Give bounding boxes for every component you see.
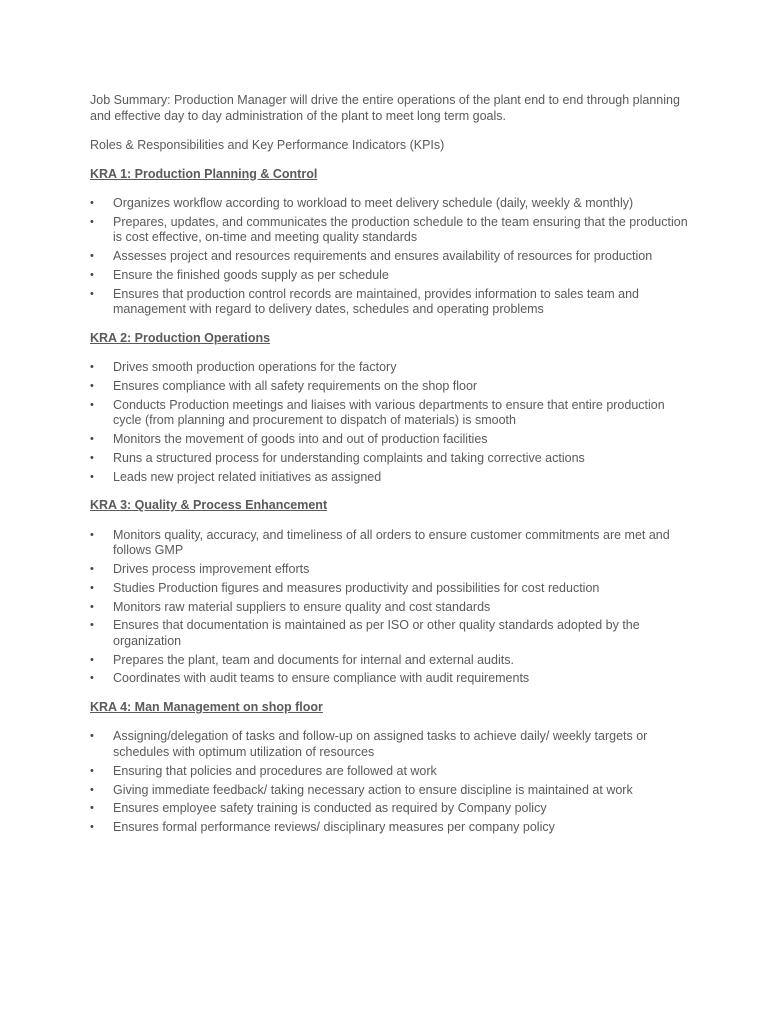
bullet-icon: • (90, 562, 94, 575)
list-item-text: Ensuring that policies and procedures are followed at work (113, 763, 437, 778)
kra-section-4 (90, 700, 690, 836)
bullet-icon: • (90, 470, 94, 483)
bullet-icon: • (90, 250, 94, 263)
list-item-text: Ensures compliance with all safety requirements on the shop floor (113, 378, 478, 393)
list-item (90, 671, 690, 687)
bullet-icon: • (90, 821, 94, 834)
kra-bullet-list (90, 196, 690, 318)
bullet-icon: • (90, 379, 94, 392)
list-item-text: Assesses project and resources requirements and ensures availability of resources for production (113, 249, 653, 264)
kra-heading: KRA 2: Production Operations (90, 330, 271, 345)
list-item-text: Ensures that production control records are maintained, provides information to sales team and management with regard to delivery dates, schedules and operating problems (113, 286, 639, 317)
bullet-icon: • (90, 528, 94, 541)
list-item (90, 379, 690, 395)
list-item (90, 215, 690, 246)
document-page (90, 93, 690, 849)
list-item (90, 820, 690, 836)
bullet-icon: • (90, 672, 94, 685)
list-item-text: Drives process improvement efforts (113, 561, 310, 576)
list-item (90, 562, 690, 578)
bullet-icon: • (90, 433, 94, 446)
list-item-text: Prepares, updates, and communicates the production schedule to the team ensuring that the production is cost effective, on-time and meeting quality standards (113, 214, 688, 245)
job-summary: Job Summary: Production Manager will drive the entire operations of the plant end to end through planning and effective day to day administration of the plant to meet long term goals. (90, 93, 680, 123)
list-item-text: Ensure the finished goods supply as per schedule (113, 267, 389, 282)
bullet-icon: • (90, 398, 94, 411)
list-item-text: Assigning/delegation of tasks and follow-up on assigned tasks to achieve daily/ weekly targets or schedules with optimum utilization of resources (113, 729, 648, 759)
list-item (90, 451, 690, 467)
bullet-icon: • (90, 619, 94, 632)
list-item (90, 196, 690, 212)
bullet-icon: • (90, 653, 94, 666)
bullet-icon: • (90, 197, 94, 209)
list-item (90, 801, 690, 817)
list-item (90, 729, 690, 760)
list-item (90, 764, 690, 780)
list-item (90, 600, 690, 616)
kra-heading: KRA 4: Man Management on shop floor (90, 699, 323, 714)
list-item-text: Organizes workflow according to workload to meet delivery schedule (daily, weekly & monthly) (113, 196, 634, 210)
bullet-icon: • (90, 783, 94, 796)
bullet-icon: • (90, 361, 94, 374)
bullet-icon: • (90, 764, 94, 777)
kra-section-3 (90, 498, 690, 687)
list-item (90, 618, 690, 649)
list-item (90, 470, 690, 486)
list-item-text: Leads new project related initiatives as assigned (113, 469, 382, 484)
list-item-text: Monitors raw material suppliers to ensure quality and cost standards (113, 599, 491, 614)
list-item-text: Runs a structured process for understanding complaints and taking corrective actions (113, 450, 585, 465)
list-item-text: Ensures that documentation is maintained as per ISO or other quality standards adopted by the organization (113, 618, 640, 648)
list-item-text: Monitors the movement of goods into and out of production facilities (113, 432, 488, 447)
kra-bullet-list (90, 528, 690, 687)
kra-section-1 (90, 167, 690, 318)
list-item-text: Coordinates with audit teams to ensure compliance with audit requirements (113, 671, 530, 686)
list-item-text: Monitors quality, accuracy, and timeliness of all orders to ensure customer commitments are met and follows GMP (113, 527, 670, 558)
kra-bullet-list (90, 729, 690, 835)
list-item (90, 249, 690, 265)
list-item-text: Ensures formal performance reviews/ disciplinary measures per company policy (113, 820, 555, 835)
list-item (90, 653, 690, 669)
bullet-icon: • (90, 730, 94, 743)
bullet-icon: • (90, 268, 94, 281)
bullet-icon: • (90, 215, 94, 228)
roles-heading: Roles & Responsibilities and Key Performance Indicators (KPIs) (90, 138, 445, 152)
list-item-text: Giving immediate feedback/ taking necessary action to ensure discipline is maintained at work (113, 782, 633, 797)
kra-bullet-list (90, 360, 690, 485)
kra-heading: KRA 1: Production Planning & Control (90, 166, 318, 181)
kra-heading: KRA 3: Quality & Process Enhancement (90, 498, 328, 513)
list-item (90, 528, 690, 559)
list-item (90, 287, 690, 318)
list-item-text: Prepares the plant, team and documents for internal and external audits. (113, 652, 514, 667)
bullet-icon: • (90, 581, 94, 594)
list-item-text: Conducts Production meetings and liaises with various departments to ensure that entire production cycle (from planning and procurement to dispatch of materials) is smooth (113, 397, 665, 428)
list-item (90, 783, 690, 799)
kra-section-2 (90, 331, 690, 485)
list-item (90, 268, 690, 284)
bullet-icon: • (90, 451, 94, 464)
list-item-text: Drives smooth production operations for the factory (113, 360, 397, 375)
bullet-icon: • (90, 287, 94, 300)
bullet-icon: • (90, 600, 94, 613)
list-item (90, 398, 690, 429)
list-item-text: Ensures employee safety training is conducted as required by Company policy (113, 801, 547, 816)
list-item (90, 360, 690, 376)
list-item (90, 432, 690, 448)
list-item-text: Studies Production figures and measures productivity and possibilities for cost reduction (113, 580, 600, 595)
bullet-icon: • (90, 802, 94, 815)
list-item (90, 581, 690, 597)
